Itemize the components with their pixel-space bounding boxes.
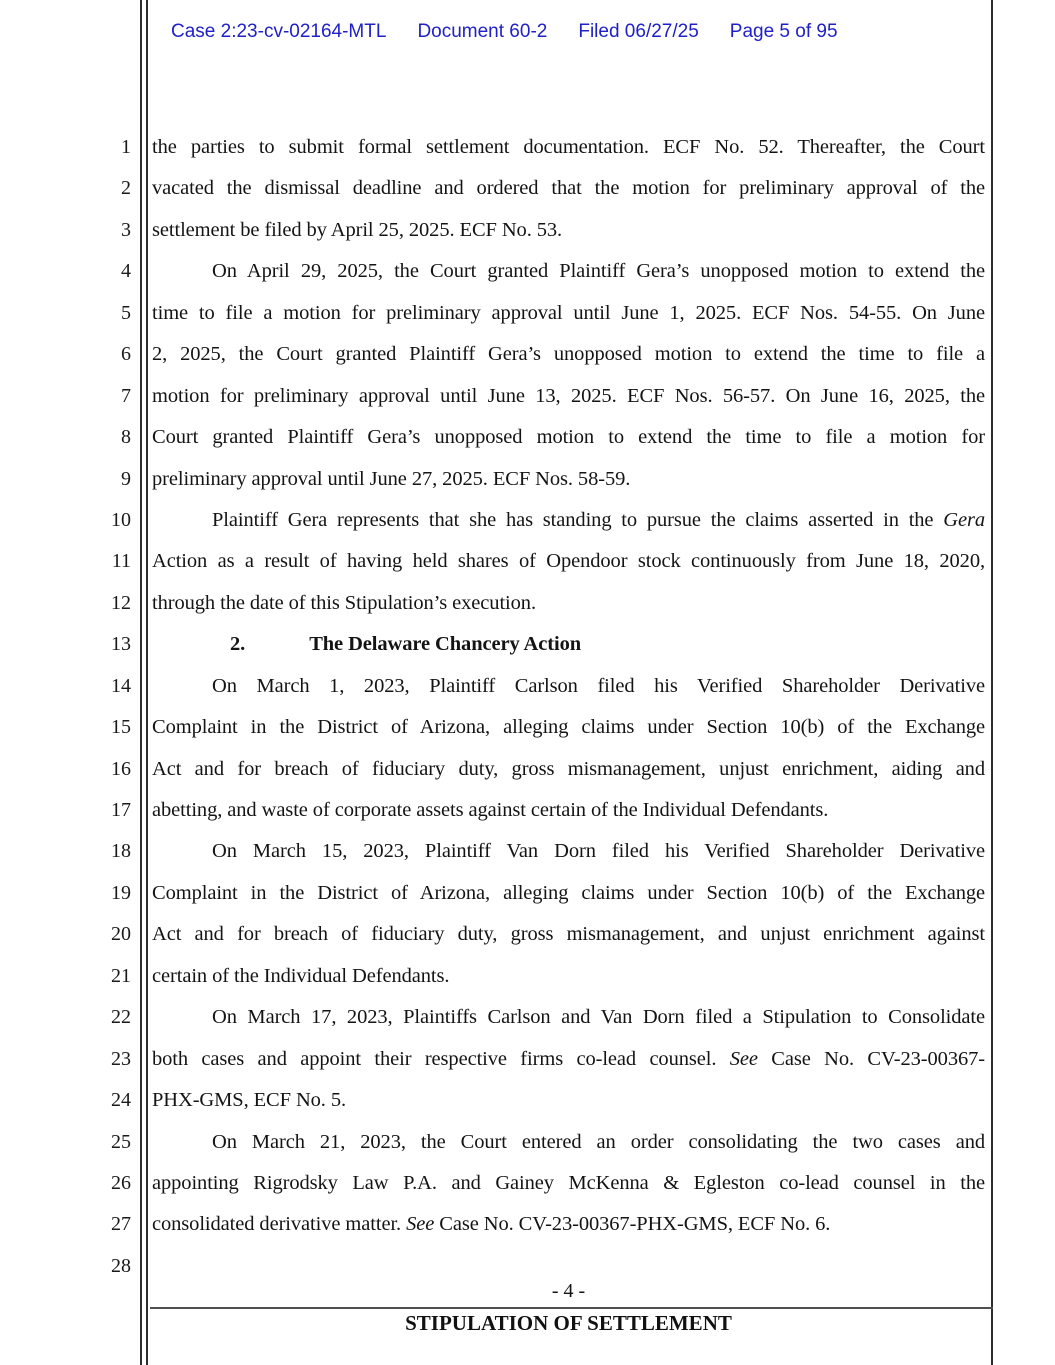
text-segment: On March 17, 2023, Plaintiffs Carlson and Van Dorn filed a Stipulation to Consolidate — [212, 1006, 985, 1029]
text-segment: Action as a result of having held shares of Opendoor stock continuously from June 18, 2020, — [152, 550, 985, 573]
text-segment: Case No. CV-23-00367- — [757, 1047, 985, 1070]
text-segment: both cases and appoint their respective firms co-lead counsel. — [152, 1047, 730, 1070]
line-text — [152, 997, 985, 1038]
document-line — [0, 500, 1055, 541]
text-segment: On March 15, 2023, Plaintiff Van Dorn filed his Verified Shareholder Derivative — [212, 840, 985, 863]
stamp-page-number: Page 5 of 95 — [729, 21, 838, 42]
line-number: 25 — [111, 1130, 131, 1153]
line-text — [152, 1122, 985, 1163]
text-segment: 2. — [230, 633, 246, 656]
line-number: 6 — [121, 343, 131, 366]
line-number: 4 — [121, 260, 131, 283]
document-line — [0, 1039, 1055, 1080]
line-text — [152, 500, 985, 541]
line-text — [152, 127, 985, 168]
line-text — [152, 334, 985, 375]
text-segment: On April 29, 2025, the Court granted Plaintiff Gera’s unopposed motion to extend the — [212, 260, 985, 283]
text-segment: time to file a motion for preliminary approval until June 1, 2025. ECF Nos. 54-55. On June — [152, 301, 985, 324]
document-line — [0, 1204, 1055, 1245]
numbered-body-lines — [0, 127, 1055, 1287]
text-segment: motion for preliminary approval until June 13, 2025. ECF Nos. 56-57. On June 16, 2025, the — [152, 384, 985, 407]
line-number: 2 — [121, 177, 131, 200]
line-text — [152, 1039, 985, 1080]
line-text — [152, 376, 985, 417]
line-text — [152, 1163, 985, 1204]
line-text — [152, 251, 985, 292]
document-line — [0, 210, 1055, 251]
line-number: 26 — [111, 1171, 131, 1194]
line-text — [152, 956, 985, 997]
text-segment: abetting, and waste of corporate assets against certain of the Individual Defendants. — [152, 799, 829, 821]
text-segment: settlement be filed by April 25, 2025. ECF No. 53. — [152, 218, 563, 241]
text-segment: appointing Rigrodsky Law P.A. and Gainey McKenna & Egleston co-lead counsel in the — [152, 1171, 985, 1194]
document-line — [0, 873, 1055, 914]
line-number: 1 — [121, 136, 131, 158]
line-number: 20 — [111, 923, 131, 946]
text-segment: Act and for breach of fiduciary duty, gross mismanagement, and unjust enrichment against — [152, 923, 985, 946]
text-segment: the parties to submit formal settlement documentation. ECF No. 52. Thereafter, the Court — [152, 136, 985, 158]
line-number: 15 — [111, 716, 131, 739]
line-text — [152, 873, 985, 914]
line-number: 5 — [121, 301, 131, 324]
document-line — [0, 1122, 1055, 1163]
line-text — [152, 914, 985, 955]
footer-document-title: STIPULATION OF SETTLEMENT — [405, 1311, 732, 1335]
document-line — [0, 624, 1055, 665]
text-segment: through the date of this Stipulation’s execution. — [152, 591, 536, 614]
text-segment: preliminary approval until June 27, 2025. ECF Nos. 58-59. — [152, 467, 631, 490]
text-segment: Plaintiff Gera represents that she has standing to pursue the claims asserted in the — [212, 508, 944, 531]
document-line — [0, 831, 1055, 872]
line-number: 8 — [121, 426, 131, 449]
line-text — [152, 168, 985, 209]
text-segment: See — [729, 1047, 758, 1070]
section-heading — [152, 624, 985, 665]
text-segment: Complaint in the District of Arizona, alleging claims under Section 10(b) of the Exchange — [152, 716, 985, 739]
document-line — [0, 583, 1055, 624]
line-number: 23 — [111, 1047, 131, 1070]
text-segment: consolidated derivative matter. — [152, 1213, 407, 1236]
line-text — [152, 210, 985, 251]
document-line — [0, 707, 1055, 748]
line-number: 11 — [111, 550, 131, 573]
stamp-case-number: Case 2:23-cv-02164-MTL — [171, 21, 387, 42]
line-number: 9 — [121, 467, 131, 490]
line-number: 17 — [111, 799, 131, 821]
text-segment: Case No. CV-23-00367-PHX-GMS, ECF No. 6. — [434, 1213, 831, 1236]
line-number: 21 — [111, 964, 131, 987]
line-text — [152, 459, 985, 500]
document-line — [0, 956, 1055, 997]
text-segment: See — [406, 1213, 435, 1236]
line-text — [152, 293, 985, 334]
document-line — [0, 749, 1055, 790]
line-text — [152, 1080, 985, 1121]
line-number: 18 — [111, 840, 131, 863]
document-line — [0, 914, 1055, 955]
text-segment: On March 1, 2023, Plaintiff Carlson filed his Verified Shareholder Derivative — [212, 674, 985, 697]
footer-rule — [150, 1307, 993, 1309]
line-text — [152, 417, 985, 458]
line-text — [152, 790, 985, 831]
document-line — [0, 168, 1055, 209]
document-line — [0, 1163, 1055, 1204]
document-line — [0, 459, 1055, 500]
line-number: 7 — [121, 384, 131, 407]
document-line — [0, 251, 1055, 292]
line-number: 13 — [111, 633, 131, 656]
text-segment: The Delaware Chancery Action — [309, 633, 582, 656]
line-number: 3 — [121, 218, 131, 241]
text-segment: Act and for breach of fiduciary duty, gross mismanagement, unjust enrichment, aiding and — [152, 757, 985, 780]
line-number: 16 — [111, 757, 131, 780]
line-text — [152, 749, 985, 790]
ecf-stamp-header — [171, 21, 838, 43]
document-line — [0, 790, 1055, 831]
document-line — [0, 417, 1055, 458]
line-number: 22 — [111, 1006, 131, 1029]
stamp-document-number: Document 60-2 — [417, 21, 548, 42]
line-text — [152, 583, 985, 624]
line-number: 10 — [111, 508, 131, 531]
text-segment: Court granted Plaintiff Gera’s unopposed motion to extend the time to file a motion for — [152, 426, 985, 449]
document-line — [0, 666, 1055, 707]
line-number: 24 — [111, 1089, 131, 1112]
document-line — [0, 127, 1055, 168]
line-number: 19 — [111, 881, 131, 904]
text-segment: Complaint in the District of Arizona, alleging claims under Section 10(b) of the Exchange — [152, 881, 985, 904]
text-segment: vacated the dismissal deadline and ordered that the motion for preliminary approval of the — [152, 177, 985, 200]
line-text — [152, 666, 985, 707]
text-segment: 2, 2025, the Court granted Plaintiff Gera’s unopposed motion to extend the time to file a — [152, 343, 985, 366]
text-segment: PHX-GMS, ECF No. 5. — [152, 1089, 347, 1112]
document-line — [0, 376, 1055, 417]
document-line — [0, 997, 1055, 1038]
line-number: 12 — [111, 591, 131, 614]
line-number: 28 — [111, 1254, 131, 1277]
document-line — [0, 293, 1055, 334]
line-text — [152, 1204, 985, 1245]
document-line — [0, 541, 1055, 582]
line-number: 27 — [111, 1213, 131, 1236]
document-line — [0, 334, 1055, 375]
text-segment: On March 21, 2023, the Court entered an order consolidating the two cases and — [212, 1130, 985, 1153]
document-line — [0, 1080, 1055, 1121]
line-text — [152, 541, 985, 582]
text-segment: certain of the Individual Defendants. — [152, 964, 450, 987]
text-segment: Gera — [943, 508, 985, 531]
stamp-filed-date: Filed 06/27/25 — [578, 21, 699, 42]
line-number: 14 — [111, 674, 131, 697]
line-text — [152, 707, 985, 748]
line-text — [152, 831, 985, 872]
footer-page-number: - 4 - — [551, 1280, 586, 1302]
